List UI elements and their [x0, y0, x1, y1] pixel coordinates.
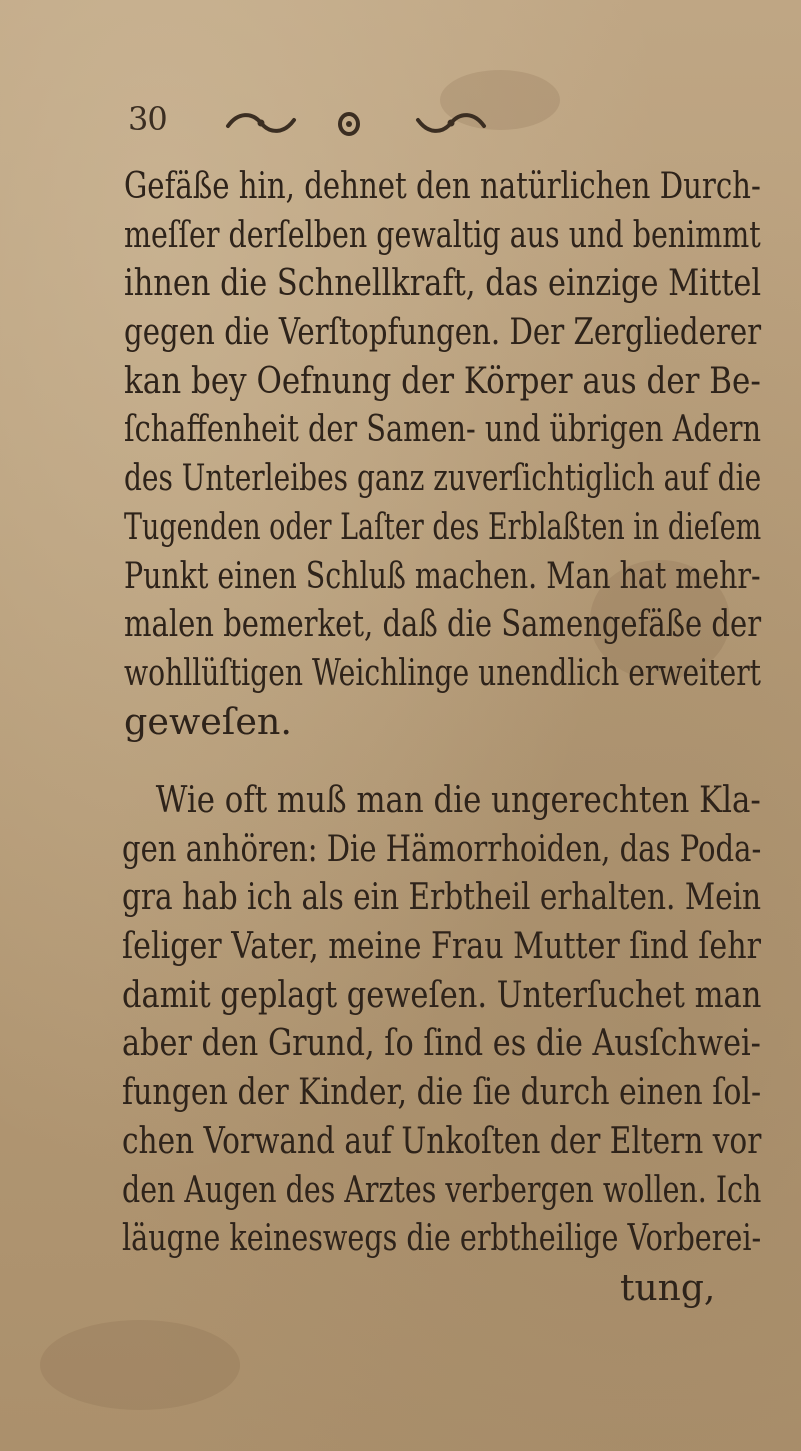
text-line: gegen die Verſtopfungen. Der Zergliederer [124, 310, 762, 354]
page-number: 30 [128, 100, 167, 138]
text-line: läugne keineswegs die erbtheilige Vorberei- [122, 1216, 762, 1260]
vignette-ornament-icon [414, 110, 488, 136]
text-line: geweſen. [124, 699, 293, 743]
text-line: gen anhören: Die Hämorrhoiden, das Poda- [122, 826, 762, 870]
text-line: den Augen des Arztes verbergen wollen. Ich [122, 1167, 762, 1211]
text-line: Tugenden oder Laſter des Erblaßten in dieſem [124, 504, 762, 548]
vignette-ornament-icon [224, 110, 298, 136]
text-line: ſeliger Vater, meine Frau Mutter ſind ſehr [122, 924, 761, 968]
catchword: tung, [620, 1268, 716, 1309]
text-line: Wie oft muß man die ungerechten Kla- [155, 778, 761, 821]
text-line: chen Vorwand auf Unkoſten der Eltern vor [122, 1118, 762, 1162]
text-line: ſchaffenheit der Samen- und übrigen Adern [124, 407, 762, 451]
text-line: kan bey Oefnung der Körper aus der Be- [124, 358, 761, 402]
text-line: malen bemerket, daß die Samengefäße der [124, 602, 762, 646]
paragraph [122, 776, 801, 1263]
text-line: ihnen die Schnellkraft, das einzige Mittel [124, 261, 762, 305]
text-line: fungen der Kinder, die ſie durch einen ſol- [122, 1070, 762, 1114]
text-line: damit geplagt geweſen. Unterſuchet man [122, 972, 762, 1016]
text-line: wohllüſtigen Weichlinge unendlich erweitert [124, 650, 762, 694]
text-line: des Unterleibes ganz zuverſichtiglich auf die [124, 456, 762, 500]
paragraph [124, 162, 801, 746]
text-line: gra hab ich als ein Erbtheil erhalten. Mein [122, 875, 762, 919]
text-line: meſſer derſelben gewaltig aus und benimmt [124, 212, 761, 256]
text-line: aber den Grund, ſo ſind es die Ausſchwei- [122, 1021, 761, 1065]
paper-stain [40, 1320, 240, 1410]
flower-ornament-icon [334, 110, 364, 138]
page-header [128, 98, 588, 148]
text-line: Punkt einen Schluß machen. Man hat mehr- [124, 553, 761, 597]
text-line: Gefäße hin, dehnet den natürlichen Durch- [124, 164, 761, 207]
